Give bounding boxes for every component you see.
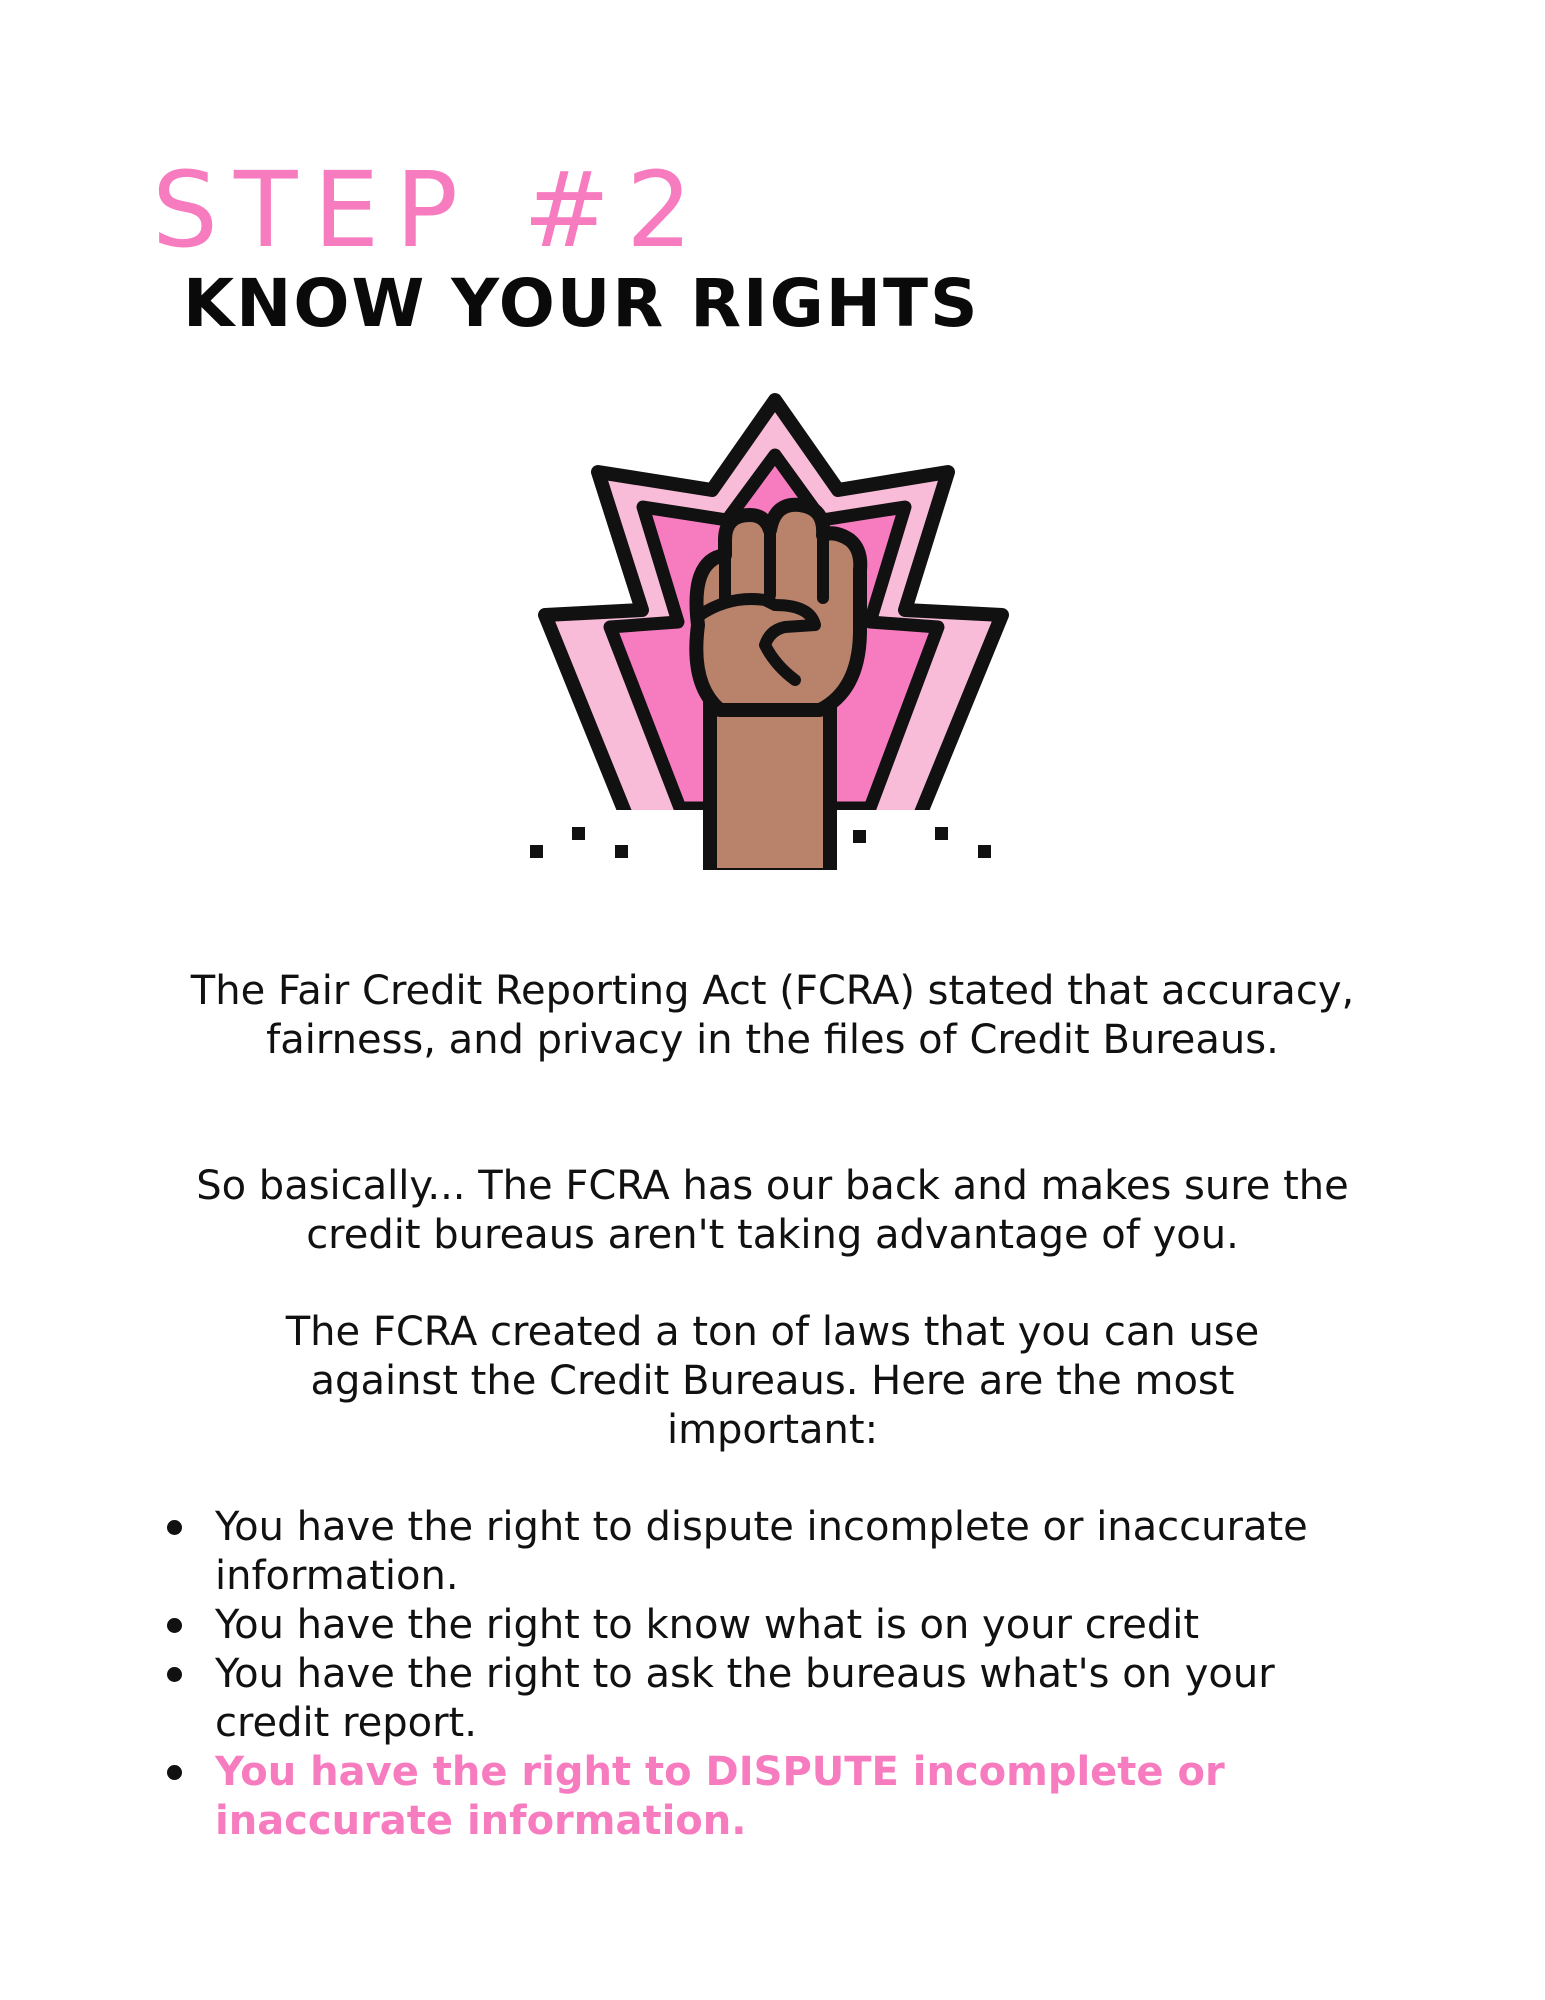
bullet-icon	[167, 1618, 182, 1633]
list-item	[155, 1503, 1385, 1601]
step-title: STEP #2	[152, 149, 709, 271]
list-item-text: You have the right to know what is on your credit	[215, 1602, 1200, 1648]
bullet-icon	[167, 1520, 182, 1535]
arm-shape	[710, 700, 830, 870]
intro-paragraph: The Fair Credit Reporting Act (FCRA) stated that accuracy, fairness, and privacy in the files of Credit Bureaus.	[190, 968, 1355, 1063]
list-item	[155, 1601, 1385, 1650]
page-heading: KNOW YOUR RIGHTS	[183, 265, 980, 342]
rights-list	[155, 1503, 1385, 1846]
list-item-text: You have the right to dispute incomplete or inaccurate information.	[215, 1504, 1308, 1599]
laws-paragraph: The FCRA created a ton of laws that you can use against the Credit Bureaus. Here are the most important:	[285, 1309, 1260, 1453]
raised-fist-burst-icon	[520, 390, 1020, 870]
bullet-icon	[167, 1667, 182, 1682]
list-item-text: You have the right to DISPUTE incomplete or inaccurate information.	[215, 1749, 1225, 1844]
list-item-highlighted	[155, 1748, 1385, 1846]
list-item-text: You have the right to ask the bureaus what's on your credit report.	[215, 1651, 1275, 1746]
summary-paragraph: So basically... The FCRA has our back and makes sure the credit bureaus aren't taking advantage of you.	[196, 1163, 1349, 1258]
bullet-icon	[167, 1765, 182, 1780]
list-item	[155, 1650, 1385, 1748]
